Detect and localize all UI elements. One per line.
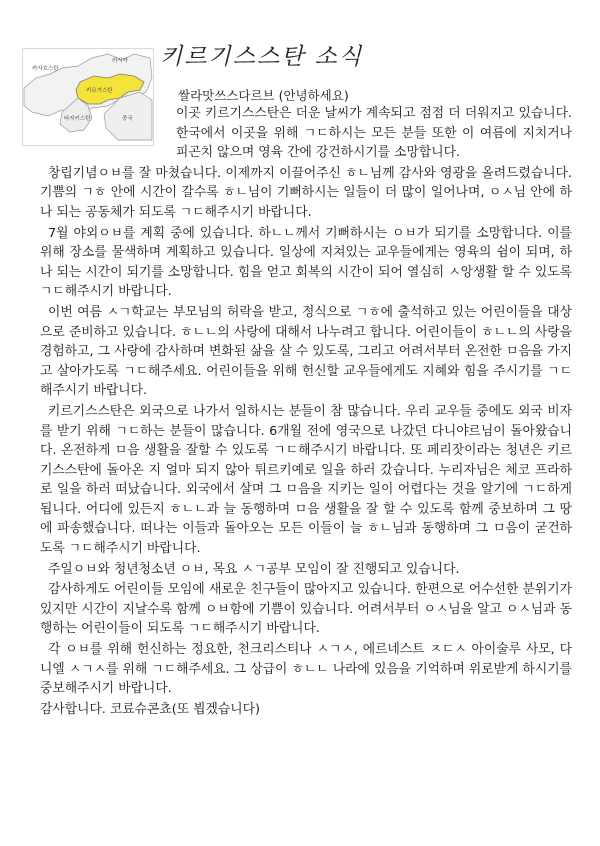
map-label-kyrgyzstan: 키르기스탄	[86, 88, 113, 94]
paragraph-weather: 이곳 키르기스스탄은 더운 날씨가 계속되고 점점 더 더워지고 있습니다. 한국에서 이곳을 위해 ㄱㄷ하시는 모든 분들 또한 이 여름에 지치거나 피곤치 않으며 영육 간에 강건하시기를 소망합니다.	[176, 106, 572, 161]
closing-line: 감사합니다. 코료슈콘쵸(또 뵙겠습니다)	[40, 701, 260, 717]
paragraph-outdoor-worship: 7월 야외ㅇㅂ를 계획 중에 있습니다. 하ㄴㄴ께서 기뻐하시는 ㅇㅂ가 되기를 소망합니다. 이를 위해 장소를 물색하며 계획하고 있습니다. 일상에 지쳐있는 교우들에게는 영육의 쉼이 되며, 하나 되는 시간이 되기를 소망합니다. 힘을 얻고 회복의 시간이 되어 열심히 ㅅ앙생활 할 수 있도록 ㄱㄷ해주시기 바랍니다.	[40, 225, 572, 300]
newsletter-body	[40, 104, 572, 720]
newsletter-title: 키르기스스탄 소식	[160, 44, 364, 70]
paragraph-workers-prayer: 각 ㅇㅂ를 위해 헌신하는 정요한, 천크리스티나 ㅅㄱㅅ, 에르네스트 ㅈㄷㅅ 아이술루 사모, 다니엘 ㅅㄱㅅ를 위해 ㄱㄷ해주세요. 그 상급이 ㅎㄴㄴ 나라에 있음을 기억하며 위로받게 하시기를 중보해주시기 바랍니다.	[40, 642, 572, 697]
map-label-tajikistan: 타지키스탄	[64, 116, 91, 122]
paragraph-anniversary: 창립기념ㅇㅂ를 잘 마쳤습니다. 이제까지 이끌어주신 ㅎㄴ님께 감사와 영광을 올려드렸습니다. 기쁨의 ㄱㅎ 안에 시간이 갈수록 ㅎㄴ님이 기뻐하시는 일들이 더 많이 일어나며, ㅇㅅ님 안에 하나 되는 공동체가 되도록 ㄱㄷ해주시기 바랍니다.	[40, 165, 572, 220]
map-label-china: 중국	[122, 116, 133, 122]
paragraph-overseas-workers: 키르기스스탄은 외국으로 나가서 일하시는 분들이 참 많습니다. 우리 교우들 중에도 외국 비자를 받기 위해 ㄱㄷ하는 분들이 많습니다. 6개월 전에 영국으로 나갔던 다니야르님이 돌아왔습니다. 온전하게 ㅁ음 생활을 잘할 수 있도록 ㄱㄷ해주시기 바랍니다. 또 페리잣이라는 청년은 키르기스스탄에 돌아온 지 얼마 되지 않아 튀르키예로 일을 하러 갔습니다. 누리자님은 체코 프라하로 일을 하러 떠났습니다. 외국에서 살며 그 ㅁ음을 지키는 일이 어렵다는 것을 알기에 ㄱㄷ하게 됩니다. 어디에 있든지 ㅎㄴㄴ과 늘 동행하며 ㅁ음 생활을 잘 할 수 있도록 함께 중보하며 그 땅에 파송했습니다. 떠나는 이들과 돌아오는 모든 이들이 늘 ㅎㄴ님과 동행하며 그 ㅁ음이 굳건하도록 ㄱㄷ해주시기 바랍니다.	[40, 403, 572, 557]
greeting: 쌀라맛쓰스다르브 (안녕하세요)	[178, 88, 349, 103]
map-label-russia: 러시아	[112, 58, 128, 64]
paragraph-meetings: 주일ㅇㅂ와 청년청소년 ㅇㅂ, 목요 ㅅㄱ공부 모임이 잘 진행되고 있습니다.	[48, 561, 460, 577]
paragraph-children: 감사하게도 어린이들 모임에 새로운 친구들이 많아지고 있습니다. 한편으로 어수선한 분위기가 있지만 시간이 지날수록 함께 ㅇㅂ함에 기쁨이 있습니다. 어려서부터 ㅇㅅ님을 알고 ㅇㅅ님과 동행하는 어린이들이 되도록 ㄱㄷ해주시기 바랍니다.	[40, 582, 572, 637]
paragraph-summer-school: 이번 여름 ㅅㄱ학교는 부모님의 허락을 받고, 정식으로 ㄱㅎ에 출석하고 있는 어린이들을 대상으로 준비하고 있습니다. ㅎㄴㄴ의 사랑에 대해서 나누려고 합니다. 어린이들이 ㅎㄴㄴ의 사랑을 경험하고, 그 사랑에 감사하며 변화된 삶을 살 수 있도록, 그리고 어려서부터 온전한 ㅁ음을 가지고 살아가도록 ㄱㄷ해주세요. 어린이들을 위해 헌신할 교우들에게도 지혜와 힘을 주시기를 ㄱㄷ해주시기 바랍니다.	[40, 304, 572, 399]
map-label-kazakhstan: 카자흐스탄	[32, 66, 59, 72]
